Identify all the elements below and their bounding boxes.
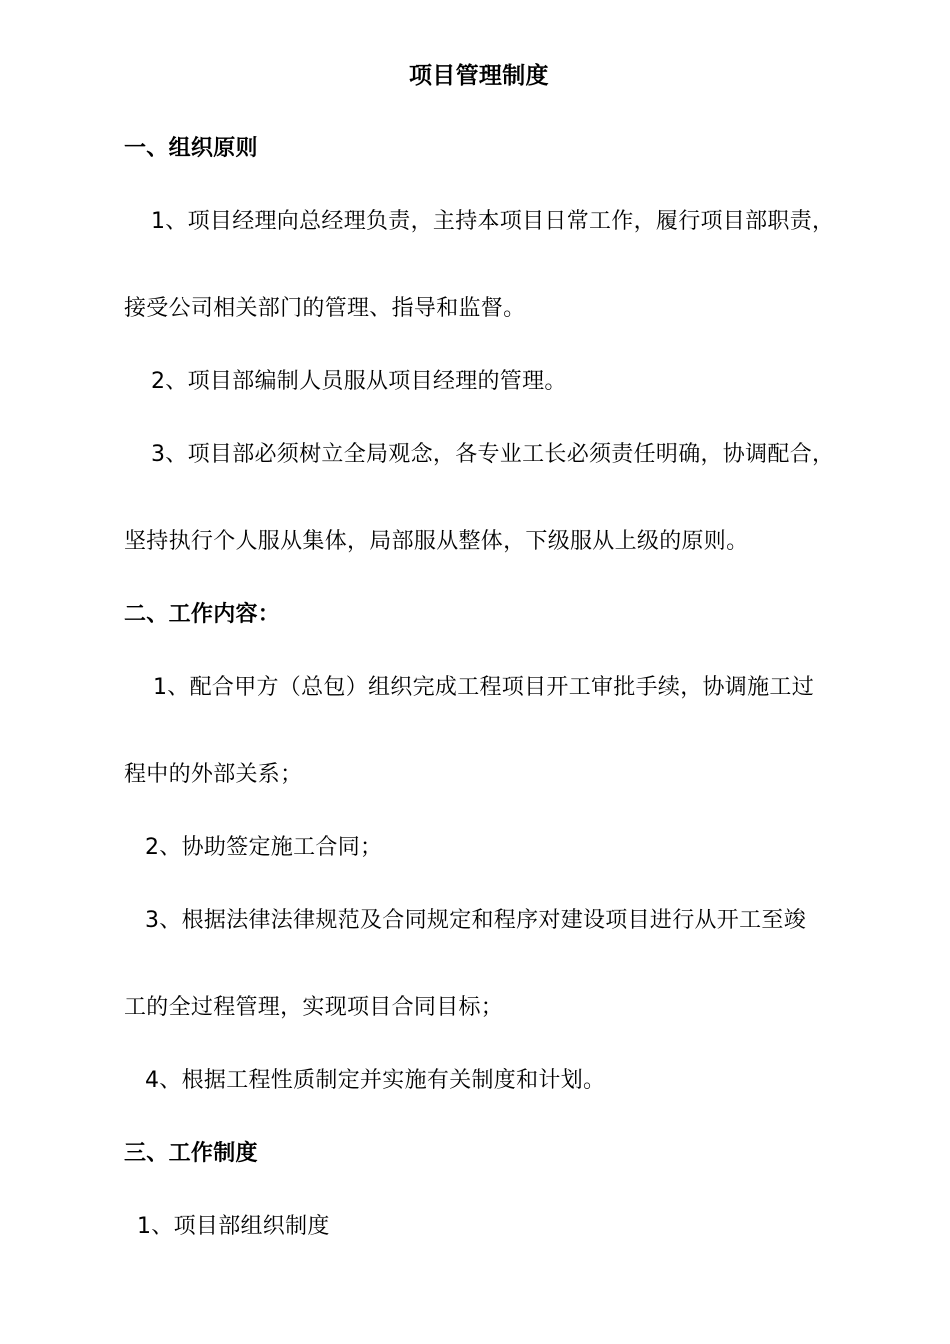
paragraph-line: 3、项目部必须树立全局观念，各专业工长必须责任明确，协调配合， xyxy=(151,442,835,467)
paragraph-line: 程中的外部关系； xyxy=(124,762,303,787)
section-heading-work-system: 三、工作制度 xyxy=(124,1141,258,1166)
paragraph-line: 2、协助签定施工合同； xyxy=(145,835,383,860)
paragraph-line: 接受公司相关部门的管理、指导和监督。 xyxy=(124,296,526,321)
paragraph-line: 3、根据法律法律规范及合同规定和程序对建设项目进行从开工至竣 xyxy=(145,908,806,933)
paragraph-line: 2、项目部编制人员服从项目经理的管理。 xyxy=(151,369,567,394)
paragraph-line: 4、根据工程性质制定并实施有关制度和计划。 xyxy=(145,1068,606,1093)
paragraph-line: 坚持执行个人服从集体，局部服从整体，下级服从上级的原则。 xyxy=(124,529,749,554)
paragraph-line: 1、配合甲方（总包）组织完成工程项目开工审批手续，协调施工过 xyxy=(153,675,814,700)
section-heading-work-content: 二、工作内容： xyxy=(124,602,281,627)
document-title: 项目管理制度 xyxy=(409,63,549,89)
paragraph-line: 1、项目经理向总经理负责，主持本项目日常工作，履行项目部职责， xyxy=(151,209,835,234)
section-heading-organization: 一、组织原则 xyxy=(124,136,258,161)
paragraph-line: 1、项目部组织制度 xyxy=(137,1214,330,1239)
paragraph-line: 工的全过程管理，实现项目合同目标； xyxy=(124,995,504,1020)
